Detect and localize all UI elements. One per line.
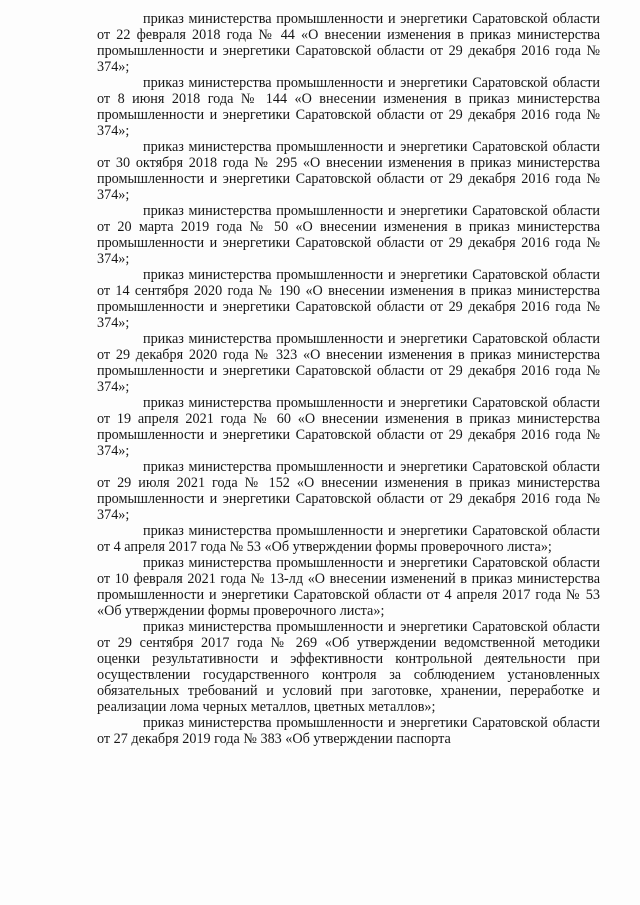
order-paragraph: приказ министерства промышленности и энергетики Саратовской области от 20 марта 2019 года № 50 «О внесении изменения в приказ министерства промышленности и энергетики Саратовской области от 29 декабря 2016 года № 374»;	[97, 203, 600, 267]
order-paragraph: приказ министерства промышленности и энергетики Саратовской области от 29 июля 2021 года № 152 «О внесении изменения в приказ министерства промышленности и энергетики Саратовской области от 29 декабря 2016 года № 374»;	[97, 459, 600, 523]
order-paragraph: приказ министерства промышленности и энергетики Саратовской области от 29 сентября 2017 года № 269 «Об утверждении ведомственной методики оценки результативности и эффективности контрольной деятельности при осуществлении государственного контроля за соблюдением установленных обязательных требований и условий при заготовке, хранении, переработке и реализации лома черных металлов, цветных металлов»;	[97, 619, 600, 715]
order-paragraph: приказ министерства промышленности и энергетики Саратовской области от 14 сентября 2020 года № 190 «О внесении изменения в приказ министерства промышленности и энергетики Саратовской области от 29 декабря 2016 года № 374»;	[97, 267, 600, 331]
document-body	[97, 11, 600, 747]
order-paragraph: приказ министерства промышленности и энергетики Саратовской области от 27 декабря 2019 года № 383 «Об утверждении паспорта	[97, 715, 600, 747]
order-paragraph: приказ министерства промышленности и энергетики Саратовской области от 10 февраля 2021 года № 13-лд «О внесении изменений в приказ министерства промышленности и энергетики Саратовской области от 4 апреля 2017 года № 53 «Об утверждении формы проверочного листа»;	[97, 555, 600, 619]
order-paragraph: приказ министерства промышленности и энергетики Саратовской области от 22 февраля 2018 года № 44 «О внесении изменения в приказ министерства промышленности и энергетики Саратовской области от 29 декабря 2016 года № 374»;	[97, 11, 600, 75]
order-paragraph: приказ министерства промышленности и энергетики Саратовской области от 30 октября 2018 года № 295 «О внесении изменения в приказ министерства промышленности и энергетики Сaратовской области от 29 декабря 2016 года № 374»;	[97, 139, 600, 203]
order-paragraph: приказ министерства промышленности и энергетики Саратовской области от 19 апреля 2021 года № 60 «О внесении изменения в приказ министерства промышленности и энергетики Саратовской области от 29 декабря 2016 года № 374»;	[97, 395, 600, 459]
order-paragraph: приказ министерства промышленности и энергетики Саратовской области от 29 декабря 2020 года № 323 «О внесении изменения в приказ министерства промышленности и энергетики Саратовской области от 29 декабря 2016 года № 374»;	[97, 331, 600, 395]
order-paragraph: приказ министерства промышленности и энергетики Саратовской области от 8 июня 2018 года № 144 «О внесении изменения в приказ министерства промышленности и энергетики Саратовской области от 29 декабря 2016 года № 374»;	[97, 75, 600, 139]
order-paragraph: приказ министерства промышленности и энергетики Саратовской области от 4 апреля 2017 года № 53 «Об утверждении формы проверочного листа»;	[97, 523, 600, 555]
